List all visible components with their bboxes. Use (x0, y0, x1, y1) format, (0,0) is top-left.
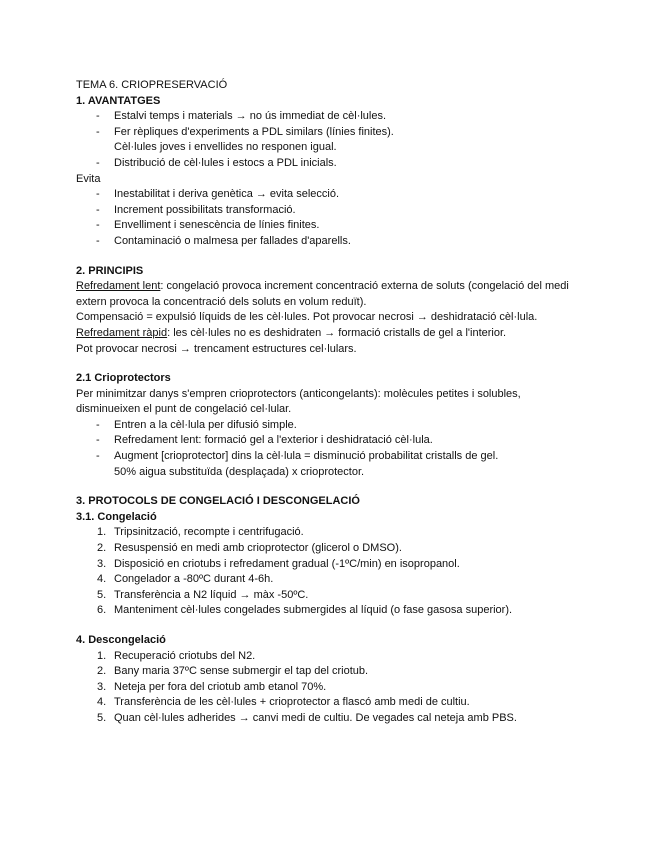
step-number: 5. (97, 711, 107, 724)
step-number: 4. (97, 696, 107, 709)
step-text: Resuspensió en medi amb crioprotector (glicerol o DMSO). (114, 542, 402, 555)
list-item: - Refredament lent: formació gel a l'exterior i deshidratació cèl·lula. (76, 433, 581, 449)
step-number: 2. (97, 542, 107, 555)
list-item: - Fer rèpliques d'experiments a PDL similars (línies finites). (76, 125, 581, 141)
step-number: 2. (97, 665, 107, 678)
step-text: Congelador a -80ºC durant 4-6h. (114, 573, 274, 586)
step-text: Manteniment cèl·lules congelades submergides al líquid (o fase gasosa superior). (114, 604, 513, 617)
step-item (76, 541, 581, 557)
evita-label: Evita (76, 172, 101, 185)
section-1-heading: 1. AVANTATGES (76, 94, 161, 107)
paragraph-necrosis: Pot provocar necrosi → trencament estructures cel·lulars. (76, 342, 357, 355)
step-number: 4. (97, 573, 107, 586)
step-item (76, 711, 581, 727)
step-item (76, 557, 581, 573)
list-item: - Entren a la cèl·lula per difusió simple. (76, 418, 581, 434)
step-text: Bany maria 37ºC sense submergir el tap del criotub. (114, 665, 369, 678)
step-item (76, 649, 581, 665)
section-2-1-heading: 2.1 Crioprotectors (76, 372, 171, 385)
step-item (76, 680, 581, 696)
paragraph-slow-cooling (76, 279, 581, 310)
step-text: Neteja per fora del criotub amb etanol 70%. (114, 680, 327, 693)
list-item-continuation: Cèl·lules joves i envellides no responen igual. (114, 141, 337, 154)
step-number: 6. (97, 604, 107, 617)
step-item (76, 695, 581, 711)
evita-list (76, 187, 581, 249)
step-text: Transferència de les cèl·lules + crioprotector a flascó amb medi de cultiu. (114, 696, 470, 709)
paragraph-fast-cooling (76, 326, 581, 342)
list-item: - Increment possibilitats transformació. (76, 203, 581, 219)
section-3-1-heading: 3.1. Congelació (76, 510, 157, 523)
step-text: Quan cèl·lules adherides → canvi medi de cultiu. De vegades cal neteja amb PBS. (114, 711, 517, 724)
paragraph-compensation: Compensació = expulsió líquids de les cèl·lules. Pot provocar necrosi → deshidratació cèl·lula. (76, 311, 538, 324)
step-number: 1. (97, 526, 107, 539)
step-item (76, 664, 581, 680)
document-page (76, 78, 581, 727)
section-4-heading: 4. Descongelació (76, 634, 166, 646)
paragraph-cryoprotectors: Per minimitzar danys s'empren crioprotectors (anticongelants): molècules petites i solubles, disminueixen el punt de congelació cel·lular. (76, 387, 521, 416)
list-item-continuation: 50% aigua substituïda (desplaçada) x crioprotector. (114, 465, 365, 478)
step-number: 5. (97, 588, 107, 601)
term-fast-cooling: Refredament ràpid (76, 326, 168, 339)
step-text: Recuperació criotubs del N2. (114, 649, 256, 662)
step-item (76, 572, 581, 588)
step-item (76, 588, 581, 604)
document-title: TEMA 6. CRIOPRESERVACIÓ (76, 79, 228, 91)
advantages-list (76, 109, 581, 140)
step-number: 3. (97, 557, 107, 570)
list-item: - Contaminació o malmesa per fallades d'aparells. (76, 234, 581, 250)
list-item: - Estalvi temps i materials → no ús immediat de cèl·lules. (76, 109, 581, 125)
thawing-steps (76, 649, 581, 727)
step-number: 3. (97, 680, 107, 693)
slow-cooling-text: : congelació provoca increment concentració externa de soluts (congelació del medi extern provoca la concentració dels soluts en volum reduït). (76, 280, 569, 308)
section-2-heading: 2. PRINCIPIS (76, 264, 144, 277)
step-item (76, 525, 581, 541)
freezing-steps (76, 525, 581, 619)
advantages-list-cont (76, 156, 581, 172)
list-item: - Envelliment i senescència de línies finites. (76, 218, 581, 234)
term-slow-cooling: Refredament lent (76, 280, 161, 293)
list-item: - Inestabilitat i deriva genètica → evita selecció. (76, 187, 581, 203)
list-item: - Distribució de cèl·lules i estocs a PDL inicials. (76, 156, 581, 172)
step-text: Disposició en criotubs i refredament gradual (-1ºC/min) en isopropanol. (114, 557, 460, 570)
list-item: - Augment [crioprotector] dins la cèl·lula = disminució probabilitat cristalls de gel. (76, 449, 581, 465)
section-3-heading: 3. PROTOCOLS DE CONGELACIÓ I DESCONGELACIÓ (76, 495, 360, 508)
step-number: 1. (97, 649, 107, 662)
step-text: Tripsinització, recompte i centrifugació. (114, 526, 304, 539)
step-item (76, 603, 581, 619)
fast-cooling-text: : les cèl·lules no es deshidraten → formació cristalls de gel a l'interior. (167, 326, 507, 339)
cryoprotectors-list (76, 418, 581, 465)
step-text: Transferència a N2 líquid → màx -50ºC. (114, 588, 309, 601)
